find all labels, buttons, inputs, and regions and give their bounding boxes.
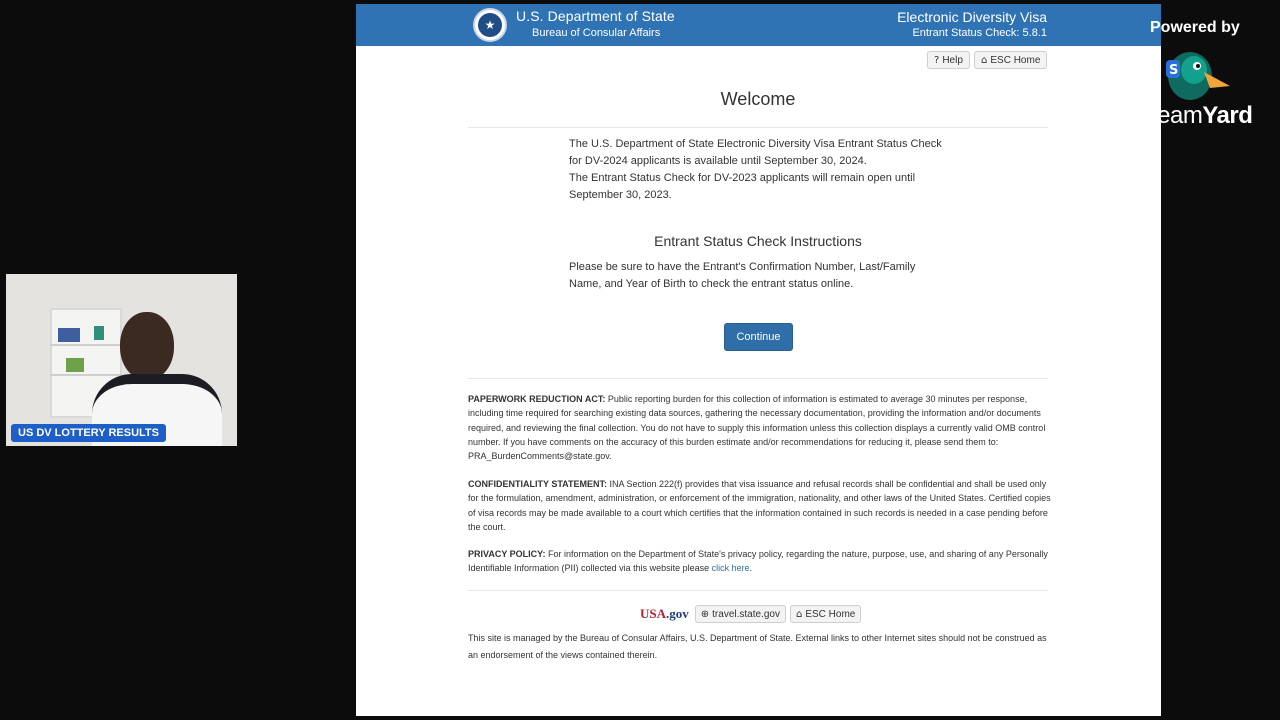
dv2023-notice: The Entrant Status Check for DV-2023 applicants will remain open until September 30, 2023. bbox=[569, 172, 916, 201]
help-button[interactable]: ? Help bbox=[927, 51, 970, 69]
streamyard-duck-logo-icon bbox=[1160, 46, 1232, 102]
footer-esc-home-link[interactable]: ⌂ ESC Home bbox=[790, 605, 861, 623]
usa-gov-logo[interactable]: USA.gov bbox=[640, 606, 689, 621]
version-label: Entrant Status Check: 5.8.1 bbox=[912, 27, 1047, 39]
paperwork-reduction-act bbox=[468, 392, 1051, 463]
presenter-head bbox=[120, 312, 174, 380]
privacy-heading: PRIVACY POLICY: bbox=[468, 549, 546, 559]
privacy-policy: PRIVACY POLICY: For information on the Department of State's privacy policy, regarding the nature, purpose, use, and sharing of any Personally Identifiable Information (PII) collected via this website please click here. bbox=[468, 549, 1048, 574]
dv2024-notice: The U.S. Department of State Electronic Diversity Visa Entrant Status Check for DV-2024 applicants is available until September 30, 2024. bbox=[569, 138, 942, 167]
esc-home-button[interactable]: ⌂ ESC Home bbox=[974, 51, 1047, 69]
privacy-link[interactable]: click here bbox=[711, 563, 750, 574]
continue-button[interactable]: Continue bbox=[724, 323, 793, 351]
svg-text:S: S bbox=[1169, 63, 1179, 78]
confidentiality-statement bbox=[468, 477, 1051, 534]
divider bbox=[468, 127, 1048, 128]
webcam-label: US DV LOTTERY RESULTS bbox=[11, 424, 166, 442]
divider bbox=[468, 378, 1048, 379]
question-circle-icon: ? bbox=[934, 54, 940, 66]
page-title: Welcome bbox=[720, 89, 796, 109]
webcam-feed bbox=[6, 274, 237, 446]
privacy-text: For information on the Department of State's privacy policy, regarding the nature, purpose, use, and sharing of any Personally Identifiable Information (PII) collected via this website please bbox=[468, 549, 1048, 574]
site-disclaimer: This site is managed by the Bureau of Consular Affairs, U.S. Department of State. External links to other Internet sites should not be construed as an endorsement of the views contained therein. bbox=[468, 633, 1047, 660]
home-icon: ⌂ bbox=[795, 608, 803, 620]
program-title: Electronic Diversity Visa bbox=[897, 9, 1047, 25]
state-department-seal-icon: ★ bbox=[473, 8, 507, 42]
browser-page bbox=[356, 4, 1161, 716]
travel-state-gov-link[interactable]: ⊕ travel.state.gov bbox=[695, 605, 786, 623]
home-icon: ⌂ bbox=[981, 54, 988, 66]
divider bbox=[468, 590, 1048, 591]
bureau-subtitle: Bureau of Consular Affairs bbox=[532, 27, 661, 39]
confidentiality-heading: CONFIDENTIALITY STATEMENT: bbox=[468, 479, 607, 489]
pra-heading: PAPERWORK REDUCTION ACT: bbox=[468, 394, 606, 404]
confidentiality-text: INA Section 222(f) provides that visa issuance and refusal records shall be confidential and shall be used only for the formulation, amendment, administration, or enforcement of the immigration, nationality, and other laws of the United States. Certified copies of visa records may be made available to a court which certifies that the information contained in such records is needed in a case pending before the court. bbox=[468, 479, 1051, 532]
instructions-text: Please be sure to have the Entrant's Confirmation Number, Last/Family Name, and Year of Birth to check the entrant status online. bbox=[569, 261, 916, 290]
site-banner bbox=[356, 4, 1161, 46]
powered-by-text: Powered by bbox=[1150, 19, 1240, 36]
department-title: U.S. Department of State bbox=[516, 8, 675, 24]
globe-icon: ⊕ bbox=[700, 608, 710, 620]
pra-text: Public reporting burden for this collection of information is estimated to average 30 minutes per response, including time required for searching existing data sources, gathering the necessary documentation, providing the information and/or documents required, and reviewing the final collection. You do not have to supply this information unless this collection displays a currently valid OMB control number. If you have comments on the accuracy of this burden estimate and/or recommendations for reducing it, please send them to: PRA_BurdenComments@state.gov. bbox=[468, 394, 1046, 462]
instructions-title: Entrant Status Check Instructions bbox=[654, 233, 862, 249]
streamyard-wordmark: StreamYard bbox=[1128, 102, 1253, 129]
footer-links bbox=[640, 605, 861, 623]
